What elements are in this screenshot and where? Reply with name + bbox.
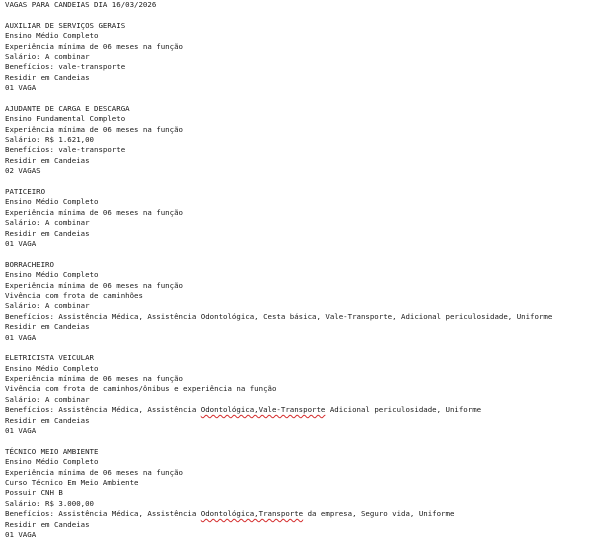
job-detail-line: Benefícios: Assistência Médica, Assistência Odontológica, Cesta básica, Vale-Transporte, Adicional periculosidade, Uniforme (5, 311, 553, 321)
job-title: BORRACHEIRO (5, 259, 54, 269)
job-title: ELETRICISTA VEICULAR (5, 353, 94, 363)
spellcheck-underline: Odontológica,Transporte (200, 509, 304, 519)
job-detail-line: Salário: A combinar (5, 51, 90, 61)
job-detail-line: Residir em Candeias (5, 228, 90, 238)
job-detail-line: Experiência mínima de 06 meses na função (5, 207, 183, 217)
job-listing (5, 447, 597, 540)
job-detail-line: 01 VAGA (5, 238, 37, 248)
job-title: AJUDANTE DE CARGA E DESCARGA (5, 103, 130, 113)
job-listing (5, 104, 597, 187)
job-detail-line: Benefícios: vale-transporte (5, 145, 126, 155)
blank-line (5, 436, 597, 446)
job-detail-line: Ensino Médio Completo (5, 457, 99, 467)
job-detail-line: Ensino Fundamental Completo (5, 114, 126, 124)
blank-line (5, 94, 597, 104)
job-detail-line: Vivência com frota de caminhões (5, 290, 143, 300)
job-detail-line: Residir em Candeias (5, 322, 90, 332)
job-detail-line: Benefícios: vale-transporte (5, 62, 126, 72)
blank-line (5, 343, 597, 353)
job-detail-line: Possuir CNH B (5, 488, 63, 498)
spellcheck-underline: Odontológica,Vale-Transporte (200, 405, 326, 415)
job-detail-line: Residir em Candeias (5, 415, 90, 425)
job-detail-line: 01 VAGA (5, 426, 37, 436)
job-detail-line: Experiência mínima de 06 meses na função (5, 374, 183, 384)
job-detail-line: Benefícios: Assistência Médica, Assistência Odontológica,Transporte da empresa, Seguro vida, Uniforme (5, 509, 455, 519)
job-detail-line: Ensino Médio Completo (5, 31, 99, 41)
job-title: AUXILIAR DE SERVIÇOS GERAIS (5, 20, 126, 30)
job-detail-line: Residir em Candeias (5, 72, 90, 82)
job-detail-line: Experiência mínima de 06 meses na função (5, 41, 183, 51)
job-title: TÉCNICO MEIO AMBIENTE (5, 446, 99, 456)
job-detail-line: Salário: R$ 3.000,00 (5, 498, 94, 508)
job-detail-line: Salário: A combinar (5, 301, 90, 311)
job-listing (5, 187, 597, 260)
job-detail-line: 01 VAGA (5, 332, 37, 342)
job-detail-line: Ensino Médio Completo (5, 197, 99, 207)
blank-line (5, 177, 597, 187)
job-detail-line: Benefícios: Assistência Médica, Assistência Odontológica,Vale-Transporte Adicional periculosidade, Uniforme (5, 405, 482, 415)
document-body (5, 0, 597, 540)
job-detail-line: Ensino Médio Completo (5, 363, 99, 373)
job-detail-line: Ensino Médio Completo (5, 270, 99, 280)
job-detail-line: Experiência mínima de 06 meses na função (5, 280, 183, 290)
job-list (5, 21, 597, 540)
job-detail-line: Experiência mínima de 06 meses na função (5, 467, 183, 477)
job-detail-line: 01 VAGA (5, 83, 37, 93)
job-detail-line: Residir em Candeias (5, 519, 90, 529)
job-listing (5, 353, 597, 447)
job-detail-line: Salário: R$ 1.621,00 (5, 135, 94, 145)
job-listing (5, 21, 597, 104)
job-detail-line: Experiência mínima de 06 meses na função (5, 124, 183, 134)
document-title: VAGAS PARA CANDEIAS DIA 16/03/2026 (5, 0, 157, 9)
job-detail-line: 01 VAGA (5, 529, 37, 539)
job-detail-line: Vivência com frota de caminhos/ônibus e experiência na função (5, 384, 277, 394)
job-detail-line: Salário: A combinar (5, 394, 90, 404)
blank-line (5, 10, 597, 20)
job-detail-line: Salário: A combinar (5, 218, 90, 228)
job-detail-line: 02 VAGAS (5, 166, 41, 176)
blank-line (5, 249, 597, 259)
job-detail-line: Residir em Candeias (5, 155, 90, 165)
job-detail-line: Curso Técnico Em Meio Ambiente (5, 477, 139, 487)
job-title: PATICEIRO (5, 187, 46, 197)
job-listing (5, 260, 597, 354)
